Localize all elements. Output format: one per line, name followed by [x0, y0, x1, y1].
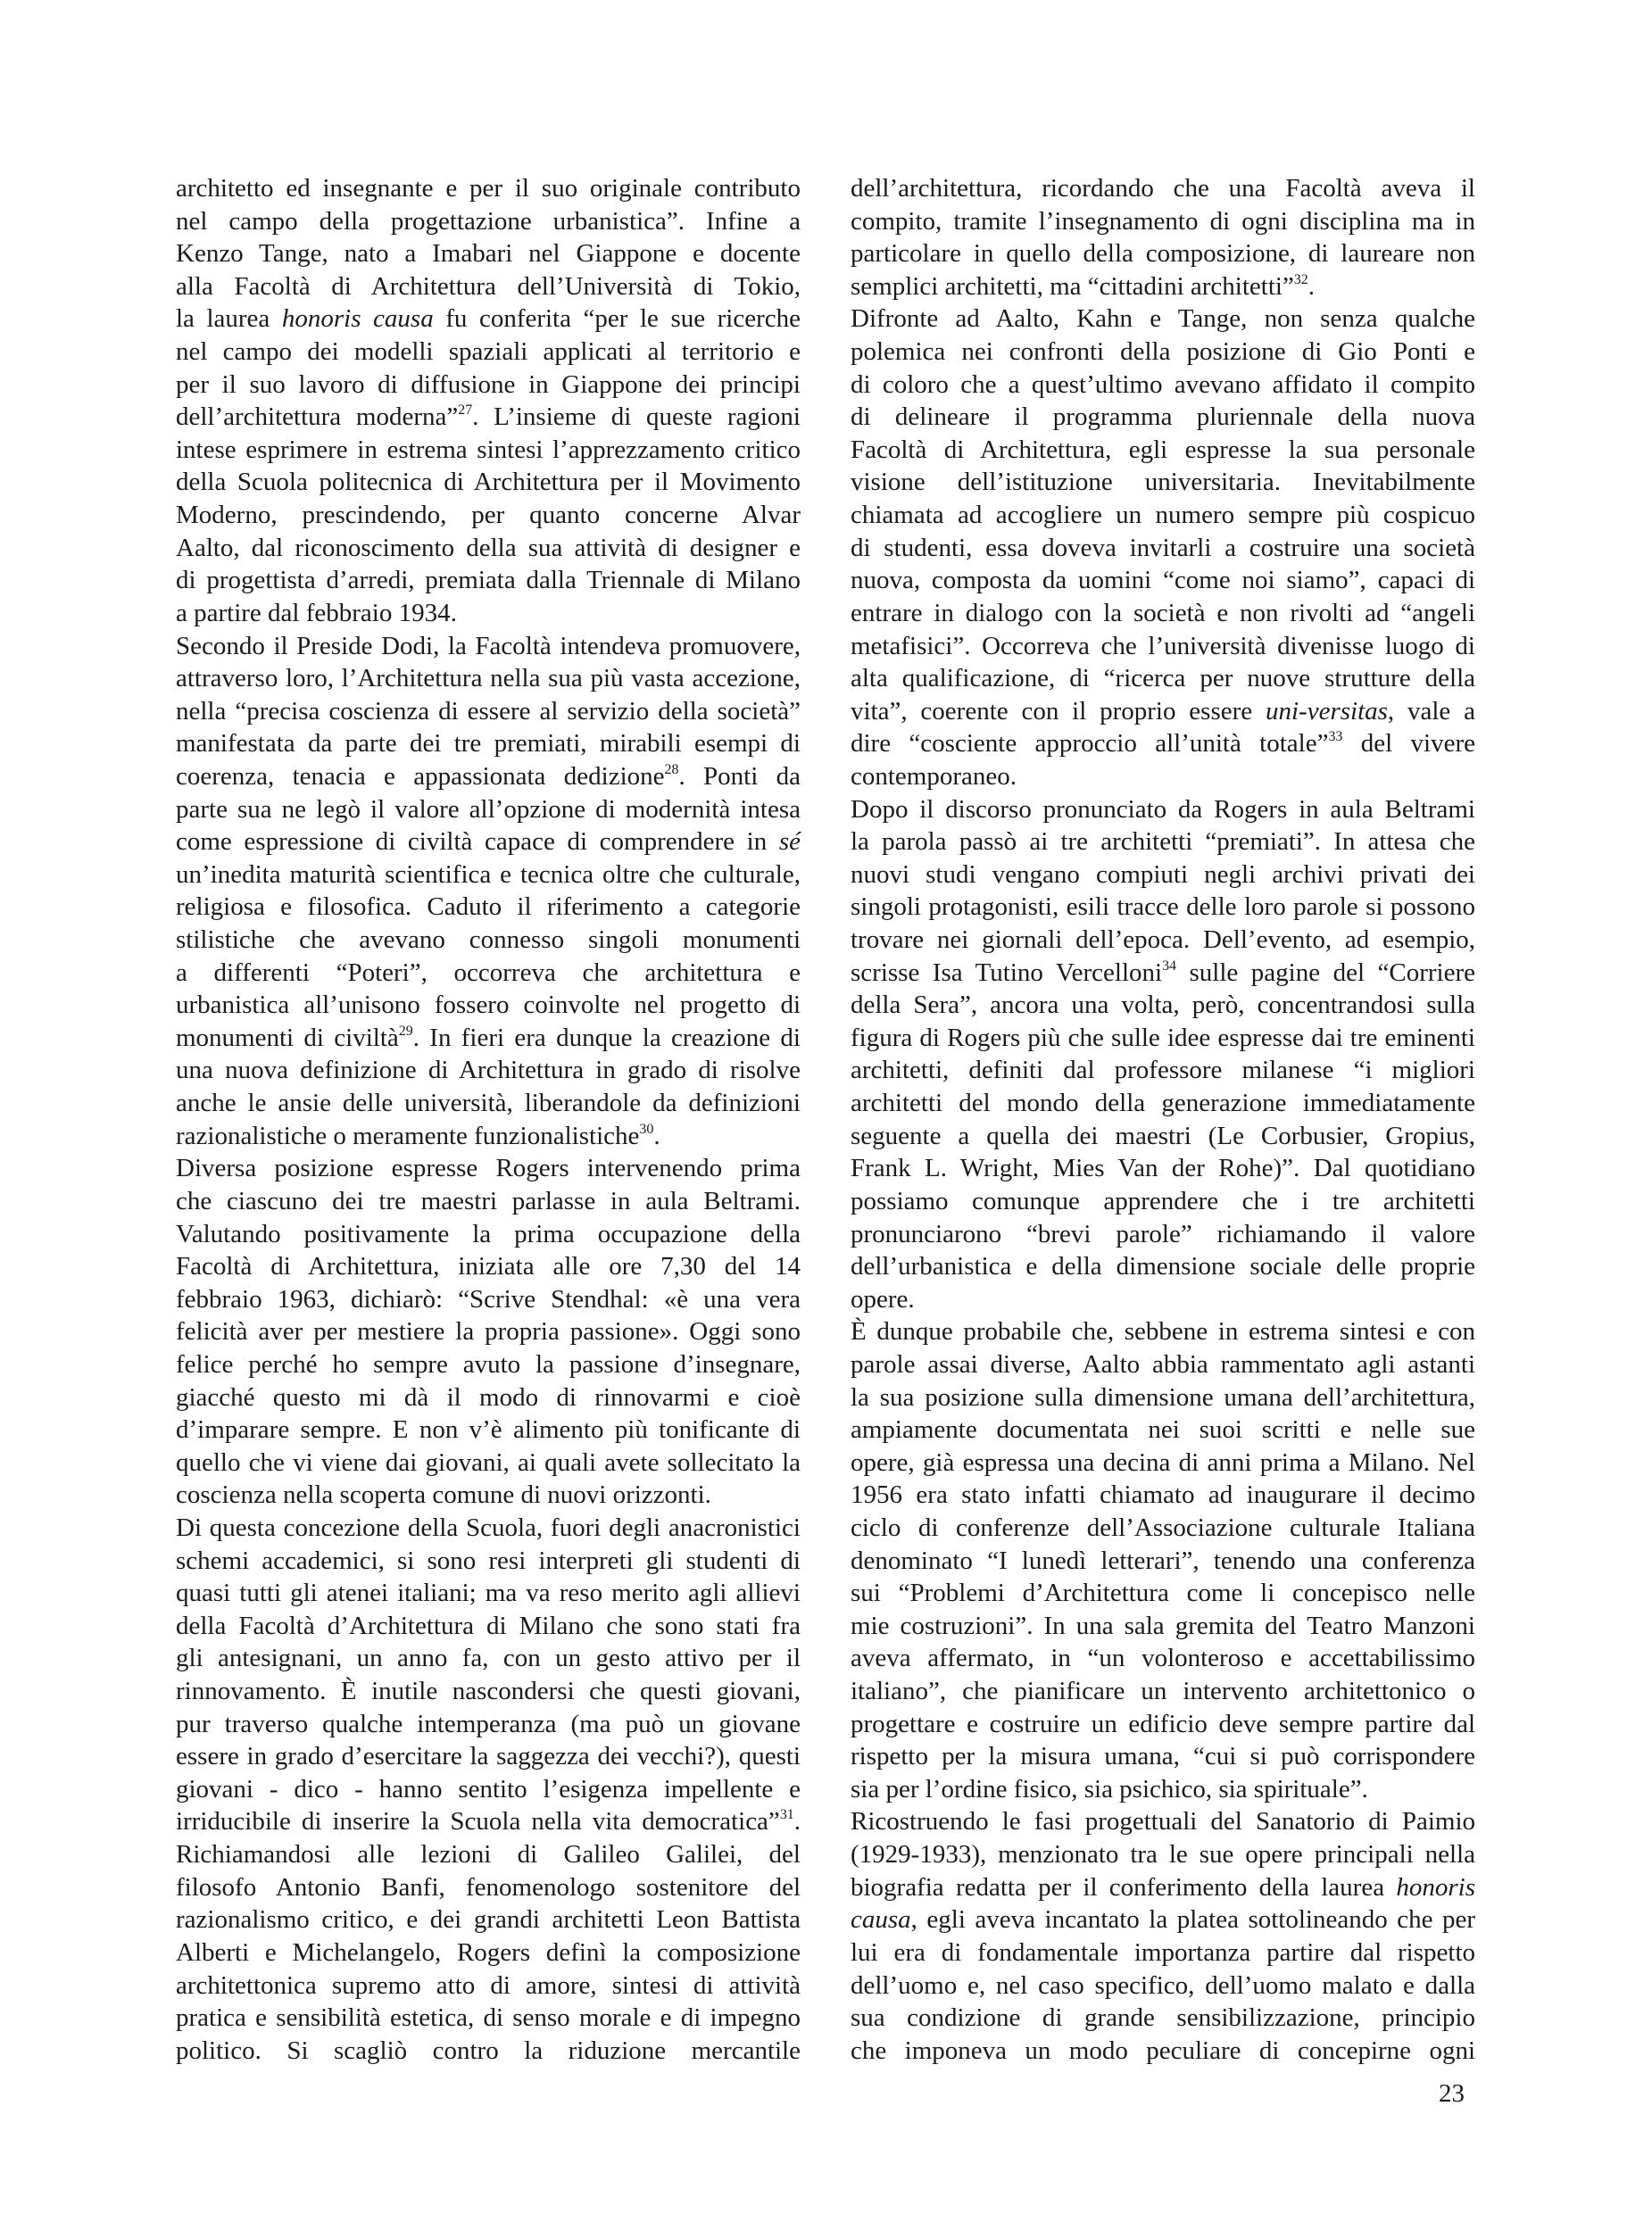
text-line: [851, 303, 1475, 336]
line-text: .: [653, 1121, 660, 1150]
line-text: Richiamandosi alle lezioni di Galileo Galilei, del: [176, 1840, 801, 1870]
text-line: [176, 630, 801, 663]
line-text: pronunciarono “brevi parole” richiamando il valore: [851, 1219, 1475, 1248]
text-line: [176, 172, 801, 205]
text-column-left: [176, 172, 801, 2067]
text-line: [176, 303, 801, 336]
line-text: d’imparare sempre. E non v’è alimento più tonificante di: [176, 1415, 801, 1445]
text-line: [851, 1512, 1475, 1545]
line-text: dire “cosciente approccio all’unità totale”: [851, 729, 1329, 759]
line-text: nuovi studi vengano compiuti negli archivi privati dei: [851, 859, 1475, 889]
line-text: aveva affermato, in “un volonteroso e accettabilissimo: [851, 1644, 1475, 1673]
text-line: [176, 1545, 801, 1578]
text-line: [176, 695, 801, 728]
line-text: visione dell’istituzione universitaria. Inevitabilmente: [851, 468, 1475, 497]
text-line: [851, 466, 1475, 499]
italic-term: causa: [851, 1905, 911, 1935]
text-line: [851, 1773, 1475, 1806]
line-text: razionalistiche o meramente funzionalistiche: [176, 1121, 640, 1150]
line-text: lui era di fondamentale importanza partire dal rispetto: [851, 1937, 1475, 1967]
line-text: rinnovamento. È inutile nascondersi che questi giovani,: [176, 1677, 801, 1706]
text-line: [851, 891, 1475, 924]
text-line: [176, 1022, 801, 1055]
line-text: chiamata ad accogliere un numero sempre più cospicuo: [851, 501, 1475, 530]
line-text: contemporaneo.: [851, 761, 1017, 791]
line-text: .: [793, 1807, 801, 1837]
line-text: . Ponti da: [678, 761, 801, 791]
line-text: quasi tutti gli atenei italiani; ma va reso merito agli allievi: [176, 1579, 801, 1608]
text-line: [176, 1969, 801, 2003]
line-text: sua condizione di grande sensibilizzazione, principio: [851, 2003, 1475, 2033]
line-text: di progettista d’arredi, premiata dalla Triennale di Milano: [176, 566, 801, 595]
line-text: Facoltà di Architettura, egli espresse la sua personale: [851, 435, 1475, 464]
text-line: [851, 1805, 1475, 1838]
line-text: semplici architetti, ma “cittadini architetti”: [851, 271, 1294, 301]
text-line: [176, 825, 801, 858]
text-line: [851, 1054, 1475, 1087]
line-text: felice perché ho sempre avuto la passione d’insegnare,: [176, 1349, 801, 1379]
footnote-ref: 32: [1293, 271, 1308, 287]
text-line: [176, 1348, 801, 1381]
line-text: Frank L. Wright, Mies Van der Rohe)”. Dal quotidiano: [851, 1154, 1475, 1183]
line-text: parole assai diverse, Aalto abbia rammentato agli astanti: [851, 1349, 1475, 1379]
line-text: parte sua ne legò il valore all’opzione di modernità intesa: [176, 794, 801, 824]
line-text: pratica e sensibilità estetica, di senso morale e di impegno: [176, 2003, 801, 2033]
text-column-right: [851, 172, 1475, 2067]
text-line: [176, 2035, 801, 2068]
line-text: a differenti “Poteri”, occorreva che architettura e: [176, 958, 801, 987]
text-line: [851, 172, 1475, 205]
text-line: [176, 891, 801, 924]
line-text: della Sera”, ancora una volta, però, concentrandosi sulla: [851, 991, 1475, 1020]
line-text: di studenti, essa doveva invitarli a costruire una società: [851, 533, 1475, 562]
text-line: [176, 2002, 801, 2035]
text-line: [176, 336, 801, 369]
line-text: nella “precisa coscienza di essere al servizio della società”: [176, 696, 801, 726]
page-number: 23: [1439, 2079, 1465, 2108]
line-text: come espressione di civiltà capace di comprendere in: [176, 827, 779, 857]
footnote-ref: 30: [639, 1121, 654, 1137]
text-line: [176, 1185, 801, 1218]
line-text: anche le ansie delle università, liberandole da definizioni: [176, 1089, 801, 1118]
line-text: dell’urbanistica e della dimensione sociale delle proprie: [851, 1252, 1475, 1281]
text-line: [851, 1250, 1475, 1283]
line-text: gli antesignani, un anno fa, con un gesto attivo per il: [176, 1644, 801, 1673]
line-text: Alberti e Michelangelo, Rogers definì la composizione: [176, 1937, 801, 1967]
text-line: [851, 760, 1475, 793]
line-text: della Facoltà d’Architettura di Milano che sono stati fra: [176, 1611, 801, 1640]
line-text: 1956 era stato infatti chiamato ad inaugurare il decimo: [851, 1480, 1475, 1510]
text-line: [176, 1152, 801, 1185]
text-line: [176, 1805, 801, 1838]
text-line: [851, 205, 1475, 238]
text-line: [851, 1120, 1475, 1153]
line-text: architetti del mondo della generazione immediatamente: [851, 1089, 1475, 1118]
line-text: politico. Si scagliò contro la riduzione mercantile: [176, 2036, 801, 2065]
line-text: particolare in quello della composizione, di laureare non: [851, 239, 1475, 269]
italic-term: honoris: [1396, 1872, 1475, 1902]
text-line: [851, 695, 1475, 728]
text-line: [176, 499, 801, 532]
line-text: la sua posizione sulla dimensione umana dell’architettura,: [851, 1382, 1475, 1412]
line-text: , vale a: [1387, 696, 1475, 726]
footnote-ref: 27: [458, 402, 473, 419]
line-text: singoli protagonisti, esili tracce delle loro parole si possono: [851, 892, 1475, 922]
line-text: trovare nei giornali dell’epoca. Dell’evento, ad esempio,: [851, 925, 1475, 955]
line-text: Secondo il Preside Dodi, la Facoltà intendeva promuovere,: [176, 631, 801, 660]
text-line: [176, 957, 801, 990]
text-line: [176, 1120, 801, 1153]
line-text: architetto ed insegnante e per il suo originale contributo: [176, 174, 801, 203]
text-line: [851, 1969, 1475, 2003]
text-line: [851, 1936, 1475, 1969]
line-text: dell’uomo e, nel caso specifico, dell’uomo malato e dalla: [851, 1970, 1475, 2000]
text-line: [176, 1903, 801, 1936]
text-line: [851, 1871, 1475, 1904]
text-line: [176, 1315, 801, 1348]
text-line: [176, 1773, 801, 1806]
text-line: [176, 1740, 801, 1773]
text-line: [851, 597, 1475, 630]
line-text: polemica nei confronti della posizione di Gio Ponti e: [851, 337, 1475, 367]
text-line: [176, 564, 801, 597]
line-text: la laurea: [176, 304, 282, 334]
text-line: [851, 336, 1475, 369]
text-line: [851, 1545, 1475, 1578]
italic-term: uni-versitas: [1265, 696, 1388, 726]
text-line: [176, 1218, 801, 1251]
text-line: [851, 532, 1475, 565]
line-text: sulle pagine del “Corriere: [1176, 958, 1475, 987]
text-line: [176, 532, 801, 565]
text-line: [851, 1087, 1475, 1120]
line-text: pur traverso qualche intemperanza (ma può un giovane: [176, 1709, 801, 1738]
text-line: [851, 1414, 1475, 1447]
text-line: [851, 1315, 1475, 1348]
text-line: [176, 401, 801, 434]
text-line: [851, 1642, 1475, 1675]
text-line: [176, 1447, 801, 1480]
text-line: [851, 1708, 1475, 1741]
line-text: coscienza nella scoperta comune di nuovi orizzonti.: [176, 1480, 711, 1510]
line-text: irriducibile di inserire la Scuola nella vita democratica”: [176, 1807, 780, 1837]
line-text: Dopo il discorso pronunciato da Rogers in aula Beltrami: [851, 794, 1475, 824]
line-text: .: [1307, 271, 1316, 301]
line-text: di coloro che a quest’ultimo avevano affidato il compito: [851, 369, 1475, 399]
line-text: dell’architettura moderna”: [176, 402, 459, 432]
text-line: [851, 1479, 1475, 1512]
line-text: Ricostruendo le fasi progettuali del Sanatorio di Paimio: [851, 1807, 1475, 1837]
line-text: attraverso loro, l’Architettura nella sua più vasta accezione,: [176, 664, 801, 693]
text-line: [851, 630, 1475, 663]
text-line: [851, 564, 1475, 597]
line-text: (1929-1933), menzionato tra le sue opere principali nella: [851, 1840, 1475, 1870]
text-line: [851, 401, 1475, 434]
line-text: compito, tramite l’insegnamento di ogni disciplina ma in: [851, 206, 1475, 236]
text-line: [176, 1250, 801, 1283]
text-line: [176, 434, 801, 467]
line-text: Difronte ad Aalto, Kahn e Tange, non senza qualche: [851, 304, 1475, 334]
text-line: [851, 1185, 1475, 1218]
line-text: una nuova definizione di Architettura in grado di risolve: [176, 1056, 801, 1085]
text-line: [176, 1054, 801, 1087]
line-text: alla Facoltà di Architettura dell’Università di Tokio,: [176, 271, 801, 301]
line-text: metafisici”. Occorreva che l’università divenisse luogo di: [851, 631, 1475, 660]
line-text: figura di Rogers più che sulle idee espresse dai tre eminenti: [851, 1023, 1475, 1052]
text-line: [851, 924, 1475, 957]
text-line: [176, 1283, 801, 1316]
italic-term: honoris causa: [281, 304, 434, 334]
text-line: [176, 1414, 801, 1447]
line-text: nel campo della progettazione urbanistica”. Infine a: [176, 206, 801, 236]
line-text: intese esprimere in estrema sintesi l’apprezzamento critico: [176, 435, 801, 464]
line-text: mie costruzioni”. In una sala gremita del Teatro Manzoni: [851, 1611, 1475, 1640]
text-line: [851, 989, 1475, 1022]
line-text: a partire dal febbraio 1934.: [176, 598, 457, 627]
line-text: febbraio 1963, dichiarò: “Scrive Stendhal: «è una vera: [176, 1284, 801, 1314]
line-text: Facoltà di Architettura, iniziata alle ore 7,30 del 14: [176, 1252, 801, 1281]
line-text: Kenzo Tange, nato a Imabari nel Giappone e docente: [176, 239, 801, 269]
text-line: [851, 1838, 1475, 1871]
text-line: [851, 1022, 1475, 1055]
line-text: seguente a quella dei maestri (Le Corbusier, Gropius,: [851, 1121, 1475, 1150]
text-line: [176, 1479, 801, 1512]
text-line: [851, 1610, 1475, 1643]
text-line: [176, 760, 801, 793]
text-line: [176, 466, 801, 499]
line-text: nuova, composta da uomini “come noi siamo”, capaci di: [851, 566, 1475, 595]
text-line: [851, 957, 1475, 990]
footnote-ref: 29: [398, 1023, 413, 1039]
line-text: denominato “I lunedì letterari”, tenendo una conferenza: [851, 1546, 1475, 1575]
line-text: opere, già espressa una decina di anni prima a Milano. Nel: [851, 1447, 1475, 1477]
line-text: opere.: [851, 1284, 915, 1314]
line-text: schemi accademici, si sono resi interpreti gli studenti di: [176, 1546, 801, 1575]
line-text: che imponeva un modo peculiare di concepirne ogni: [851, 2036, 1475, 2065]
line-text: giovani - dico - hanno sentito l’esigenza impellente e: [176, 1774, 801, 1804]
footnote-ref: 34: [1162, 958, 1176, 974]
line-text: felicità aver per mestiere la propria passione». Oggi sono: [176, 1317, 801, 1347]
line-text: italiano”, che pianificare un intervento architettonico o: [851, 1677, 1475, 1706]
line-text: alta qualificazione, di “ricerca per nuove strutture della: [851, 664, 1475, 693]
text-line: [176, 1642, 801, 1675]
italic-term: sé: [778, 827, 801, 857]
line-text: un’inedita maturità scientifica e tecnica oltre che culturale,: [176, 859, 801, 889]
line-text: Moderno, prescindendo, per quanto concerne Alvar: [176, 501, 801, 530]
text-line: [176, 793, 801, 826]
line-text: urbanistica all’unisono fossero coinvolte nel progetto di: [176, 991, 801, 1020]
text-line: [851, 2035, 1475, 2068]
line-text: ciclo di conferenze dell’Associazione culturale Italiana: [851, 1513, 1475, 1542]
text-line: [176, 1512, 801, 1545]
footnote-ref: 33: [1328, 729, 1343, 745]
line-text: della Scuola politecnica di Architettura per il Movimento: [176, 468, 801, 497]
text-line: [176, 989, 801, 1022]
line-text: filosofo Antonio Banfi, fenomenologo sostenitore del: [176, 1872, 801, 1902]
text-line: [851, 662, 1475, 695]
text-line: [851, 1381, 1475, 1414]
text-line: [176, 270, 801, 303]
text-line: [176, 1675, 801, 1708]
line-text: possiamo comunque apprendere che i tre architetti: [851, 1186, 1475, 1215]
line-text: religiosa e filosofica. Caduto il riferimento a categorie: [176, 892, 801, 922]
line-text: Diversa posizione espresse Rogers intervenendo prima: [176, 1154, 801, 1183]
line-text: monumenti di civiltà: [176, 1023, 399, 1052]
text-line: [176, 662, 801, 695]
text-line: [176, 369, 801, 402]
text-line: [851, 1447, 1475, 1480]
text-line: [176, 858, 801, 891]
line-text: architettonica supremo atto di amore, sintesi di attività: [176, 1970, 801, 2000]
text-line: [851, 1675, 1475, 1708]
text-line: [851, 1577, 1475, 1610]
line-text: di delineare il programma pluriennale della nuova: [851, 402, 1475, 432]
text-line: [176, 597, 801, 630]
text-line: [176, 205, 801, 238]
text-line: [851, 1903, 1475, 1936]
line-text: Aalto, dal riconoscimento della sua attività di designer e: [176, 533, 801, 562]
text-line: [851, 1218, 1475, 1251]
footnote-ref: 31: [779, 1807, 794, 1823]
line-text: coerenza, tenacia e appassionata dedizione: [176, 761, 665, 791]
text-line: [176, 727, 801, 760]
text-line: [851, 858, 1475, 891]
footnote-ref: 28: [664, 762, 679, 778]
line-text: rispetto per la misura umana, “cui si può corrispondere: [851, 1742, 1475, 1771]
text-line: [176, 924, 801, 957]
line-text: la parola passò ai tre architetti “premiati”. In attesa che: [851, 827, 1475, 857]
line-text: . In fieri era dunque la creazione di: [412, 1023, 801, 1052]
line-text: del vivere: [1342, 729, 1476, 759]
line-text: che ciascuno dei tre maestri parlasse in aula Beltrami.: [176, 1186, 801, 1215]
line-text: entrare in dialogo con la società e non rivolti ad “angeli: [851, 598, 1475, 627]
text-line: [176, 1610, 801, 1643]
line-text: . L’insieme di queste ragioni: [472, 402, 801, 432]
text-line: [851, 499, 1475, 532]
line-text: giacché questo mi dà il modo di rinnovarmi e cioè: [176, 1382, 801, 1412]
line-text: razionalismo critico, e dei grandi architetti Leon Battista: [176, 1905, 801, 1935]
text-line: [176, 1381, 801, 1414]
line-text: vita”, coerente con il proprio essere: [851, 696, 1266, 726]
line-text: fu conferita “per le sue ricerche: [433, 304, 801, 334]
text-line: [851, 434, 1475, 467]
line-text: sui “Problemi d’Architettura come li concepisco nelle: [851, 1579, 1475, 1608]
text-line: [851, 1152, 1475, 1185]
text-line: [176, 1087, 801, 1120]
text-line: [851, 1283, 1475, 1316]
line-text: Di questa concezione della Scuola, fuori degli anacronistici: [176, 1513, 801, 1542]
text-line: [851, 1348, 1475, 1381]
text-line: [176, 1838, 801, 1871]
text-line: [851, 2002, 1475, 2035]
line-text: È dunque probabile che, sebbene in estrema sintesi e con: [851, 1317, 1475, 1347]
line-text: ampiamente documentata nei suoi scritti e nelle sue: [851, 1415, 1475, 1445]
line-text: dell’architettura, ricordando che una Facoltà aveva il: [851, 174, 1475, 203]
text-line: [176, 1708, 801, 1741]
text-line: [176, 237, 801, 270]
line-text: quello che vi viene dai giovani, ai quali avete sollecitato la: [176, 1447, 801, 1477]
line-text: per il suo lavoro di diffusione in Giappone dei principi: [176, 369, 801, 399]
text-line: [851, 237, 1475, 270]
line-text: stilistiche che avevano connesso singoli monumenti: [176, 925, 801, 955]
text-line: [176, 1871, 801, 1904]
text-line: [851, 825, 1475, 858]
line-text: , egli aveva incantato la platea sottolineando che per: [910, 1905, 1475, 1935]
line-text: architetti, definiti dal professore milanese “i migliori: [851, 1056, 1475, 1085]
line-text: Valutando positivamente la prima occupazione della: [176, 1219, 801, 1248]
text-line: [851, 1740, 1475, 1773]
line-text: manifestata da parte dei tre premiati, mirabili esempi di: [176, 729, 801, 759]
line-text: sia per l’ordine fisico, sia psichico, sia spirituale”.: [851, 1774, 1368, 1804]
line-text: progettare e costruire un edificio deve sempre partire dal: [851, 1709, 1475, 1738]
text-line: [176, 1577, 801, 1610]
line-text: essere in grado d’esercitare la saggezza dei vecchi?), questi: [176, 1742, 801, 1771]
text-line: [851, 270, 1475, 303]
text-line: [851, 793, 1475, 826]
line-text: scrisse Isa Tutino Vercelloni: [851, 958, 1163, 987]
text-line: [851, 369, 1475, 402]
line-text: biografia redatta per il conferimento della laurea: [851, 1872, 1397, 1902]
text-line: [176, 1936, 801, 1969]
text-line: [851, 727, 1475, 760]
line-text: nel campo dei modelli spaziali applicati al territorio e: [176, 337, 801, 367]
